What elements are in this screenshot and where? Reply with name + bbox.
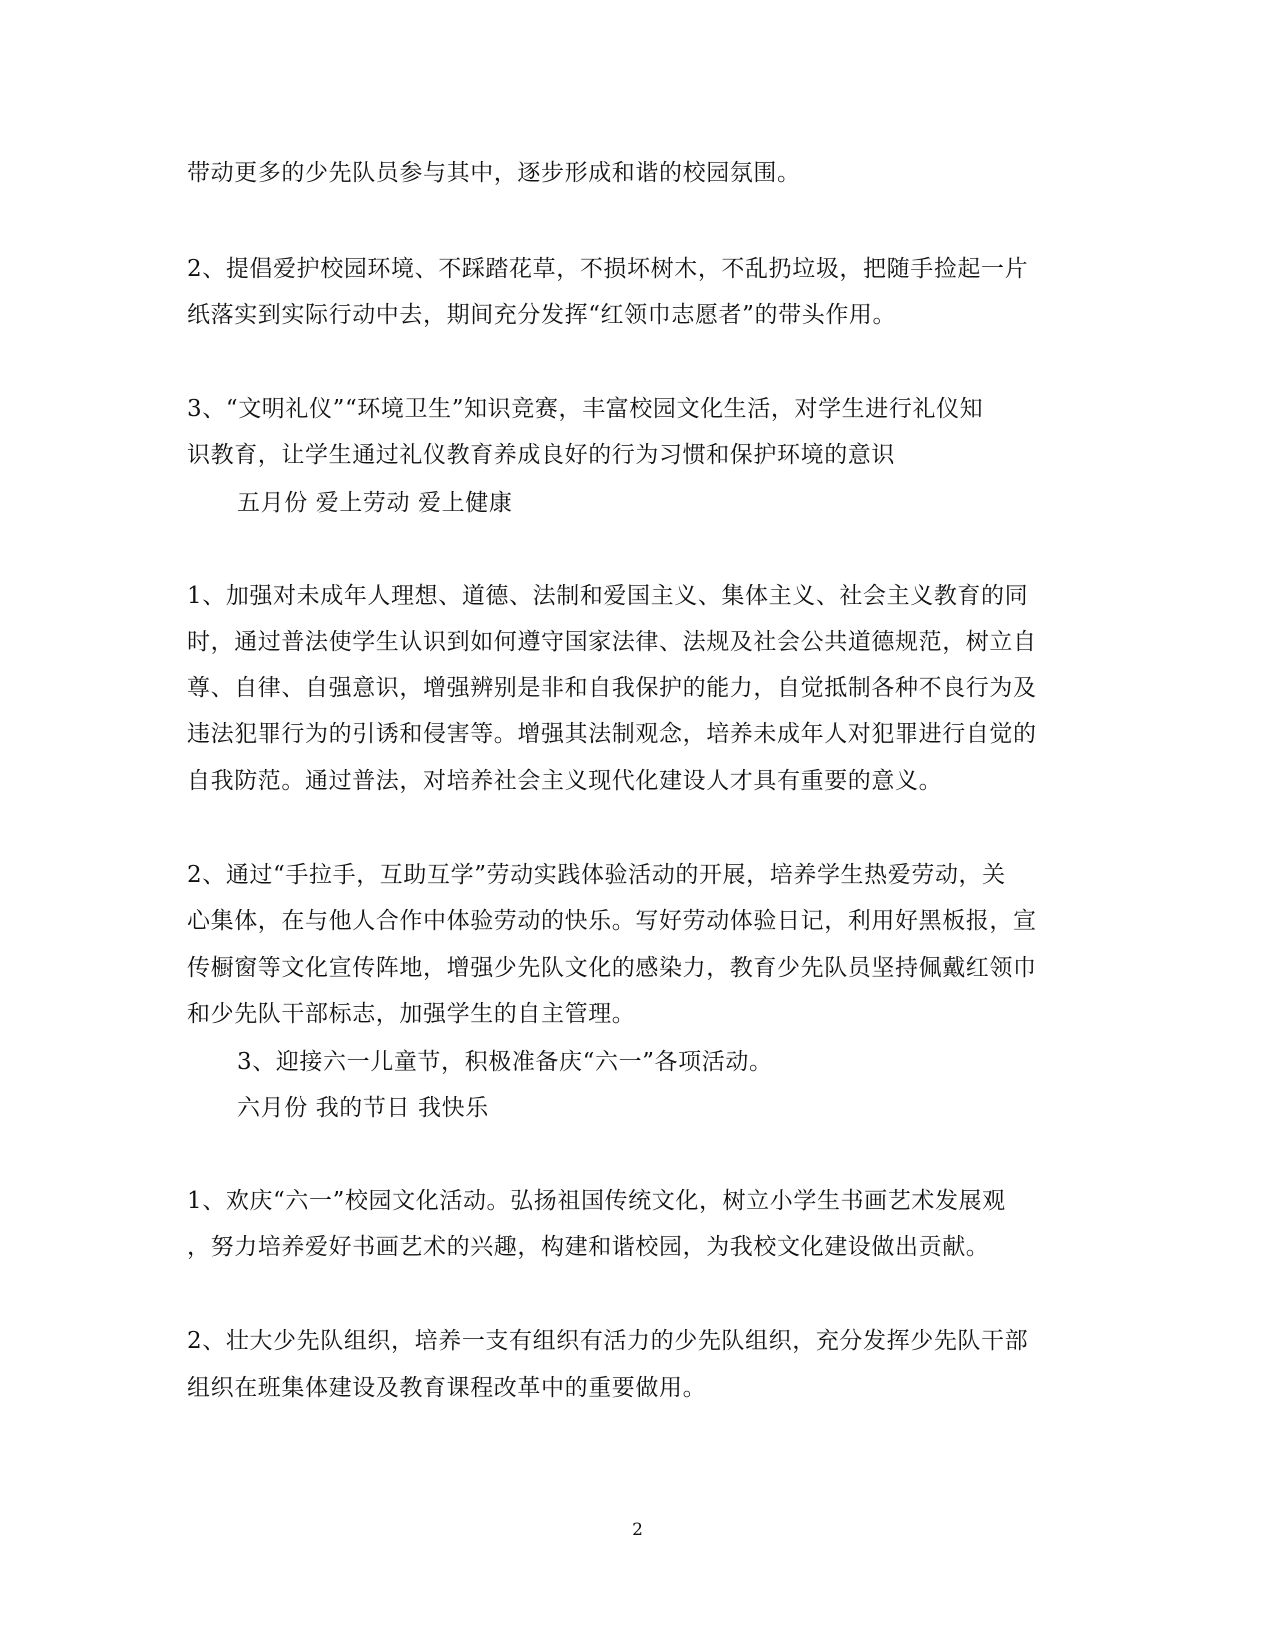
text-line: 自我防范。通过普法，对培养社会主义现代化建设人才具有重要的意义。	[187, 768, 943, 794]
text-line: 2、提倡爱护校园环境、不踩踏花草，不损坏树木，不乱扔垃圾，把随手捡起一片	[187, 256, 1029, 282]
text-line: 尊、自律、自强意识，增强辨别是非和自我保护的能力，自觉抵制各种不良行为及	[187, 675, 1037, 701]
text-line: 时，通过普法使学生认识到如何遵守国家法律、法规及社会公共道德规范，树立自	[187, 629, 1037, 655]
section-heading: 五月份 爱上劳动 爱上健康	[237, 490, 513, 516]
section-heading: 六月份 我的节日 我快乐	[237, 1095, 489, 1121]
text-line: 1、加强对未成年人理想、道德、法制和爱国主义、集体主义、社会主义教育的同	[187, 583, 1029, 609]
text-line: 纸落实到实际行动中去，期间充分发挥“红领巾志愿者”的带头作用。	[187, 302, 897, 328]
text-line: 传橱窗等文化宣传阵地，增强少先队文化的感染力，教育少先队员坚持佩戴红领巾	[187, 955, 1037, 981]
text-line: 1、欢庆“六一”校园文化活动。弘扬祖国传统文化，树立小学生书画艺术发展观	[187, 1188, 1006, 1214]
page-number: 2	[632, 1520, 643, 1540]
text-line: 识教育，让学生通过礼仪教育养成良好的行为习惯和保护环境的意识	[187, 442, 895, 468]
text-line: 带动更多的少先队员参与其中，逐步形成和谐的校园氛围。	[187, 160, 801, 186]
text-line: 3、迎接六一儿童节，积极准备庆“六一”各项活动。	[237, 1049, 773, 1075]
text-line: 心集体，在与他人合作中体验劳动的快乐。写好劳动体验日记，利用好黑板报，宣	[187, 908, 1037, 934]
text-line: 3、“文明礼仪”“环境卫生”知识竞赛，丰富校园文化生活，对学生进行礼仪知	[187, 396, 984, 422]
text-line: 组织在班集体建设及教育课程改革中的重要做用。	[187, 1375, 707, 1401]
text-line: 违法犯罪行为的引诱和侵害等。增强其法制观念，培养未成年人对犯罪进行自觉的	[187, 721, 1037, 747]
text-line: 2、通过“手拉手，互助互学”劳动实践体验活动的开展，培养学生热爱劳动，关	[187, 862, 1006, 888]
text-line: 和少先队干部标志，加强学生的自主管理。	[187, 1001, 636, 1027]
text-line: ，努力培养爱好书画艺术的兴趣，构建和谐校园，为我校文化建设做出贡献。	[187, 1234, 990, 1260]
text-line: 2、壮大少先队组织，培养一支有组织有活力的少先队组织，充分发挥少先队干部	[187, 1328, 1029, 1354]
